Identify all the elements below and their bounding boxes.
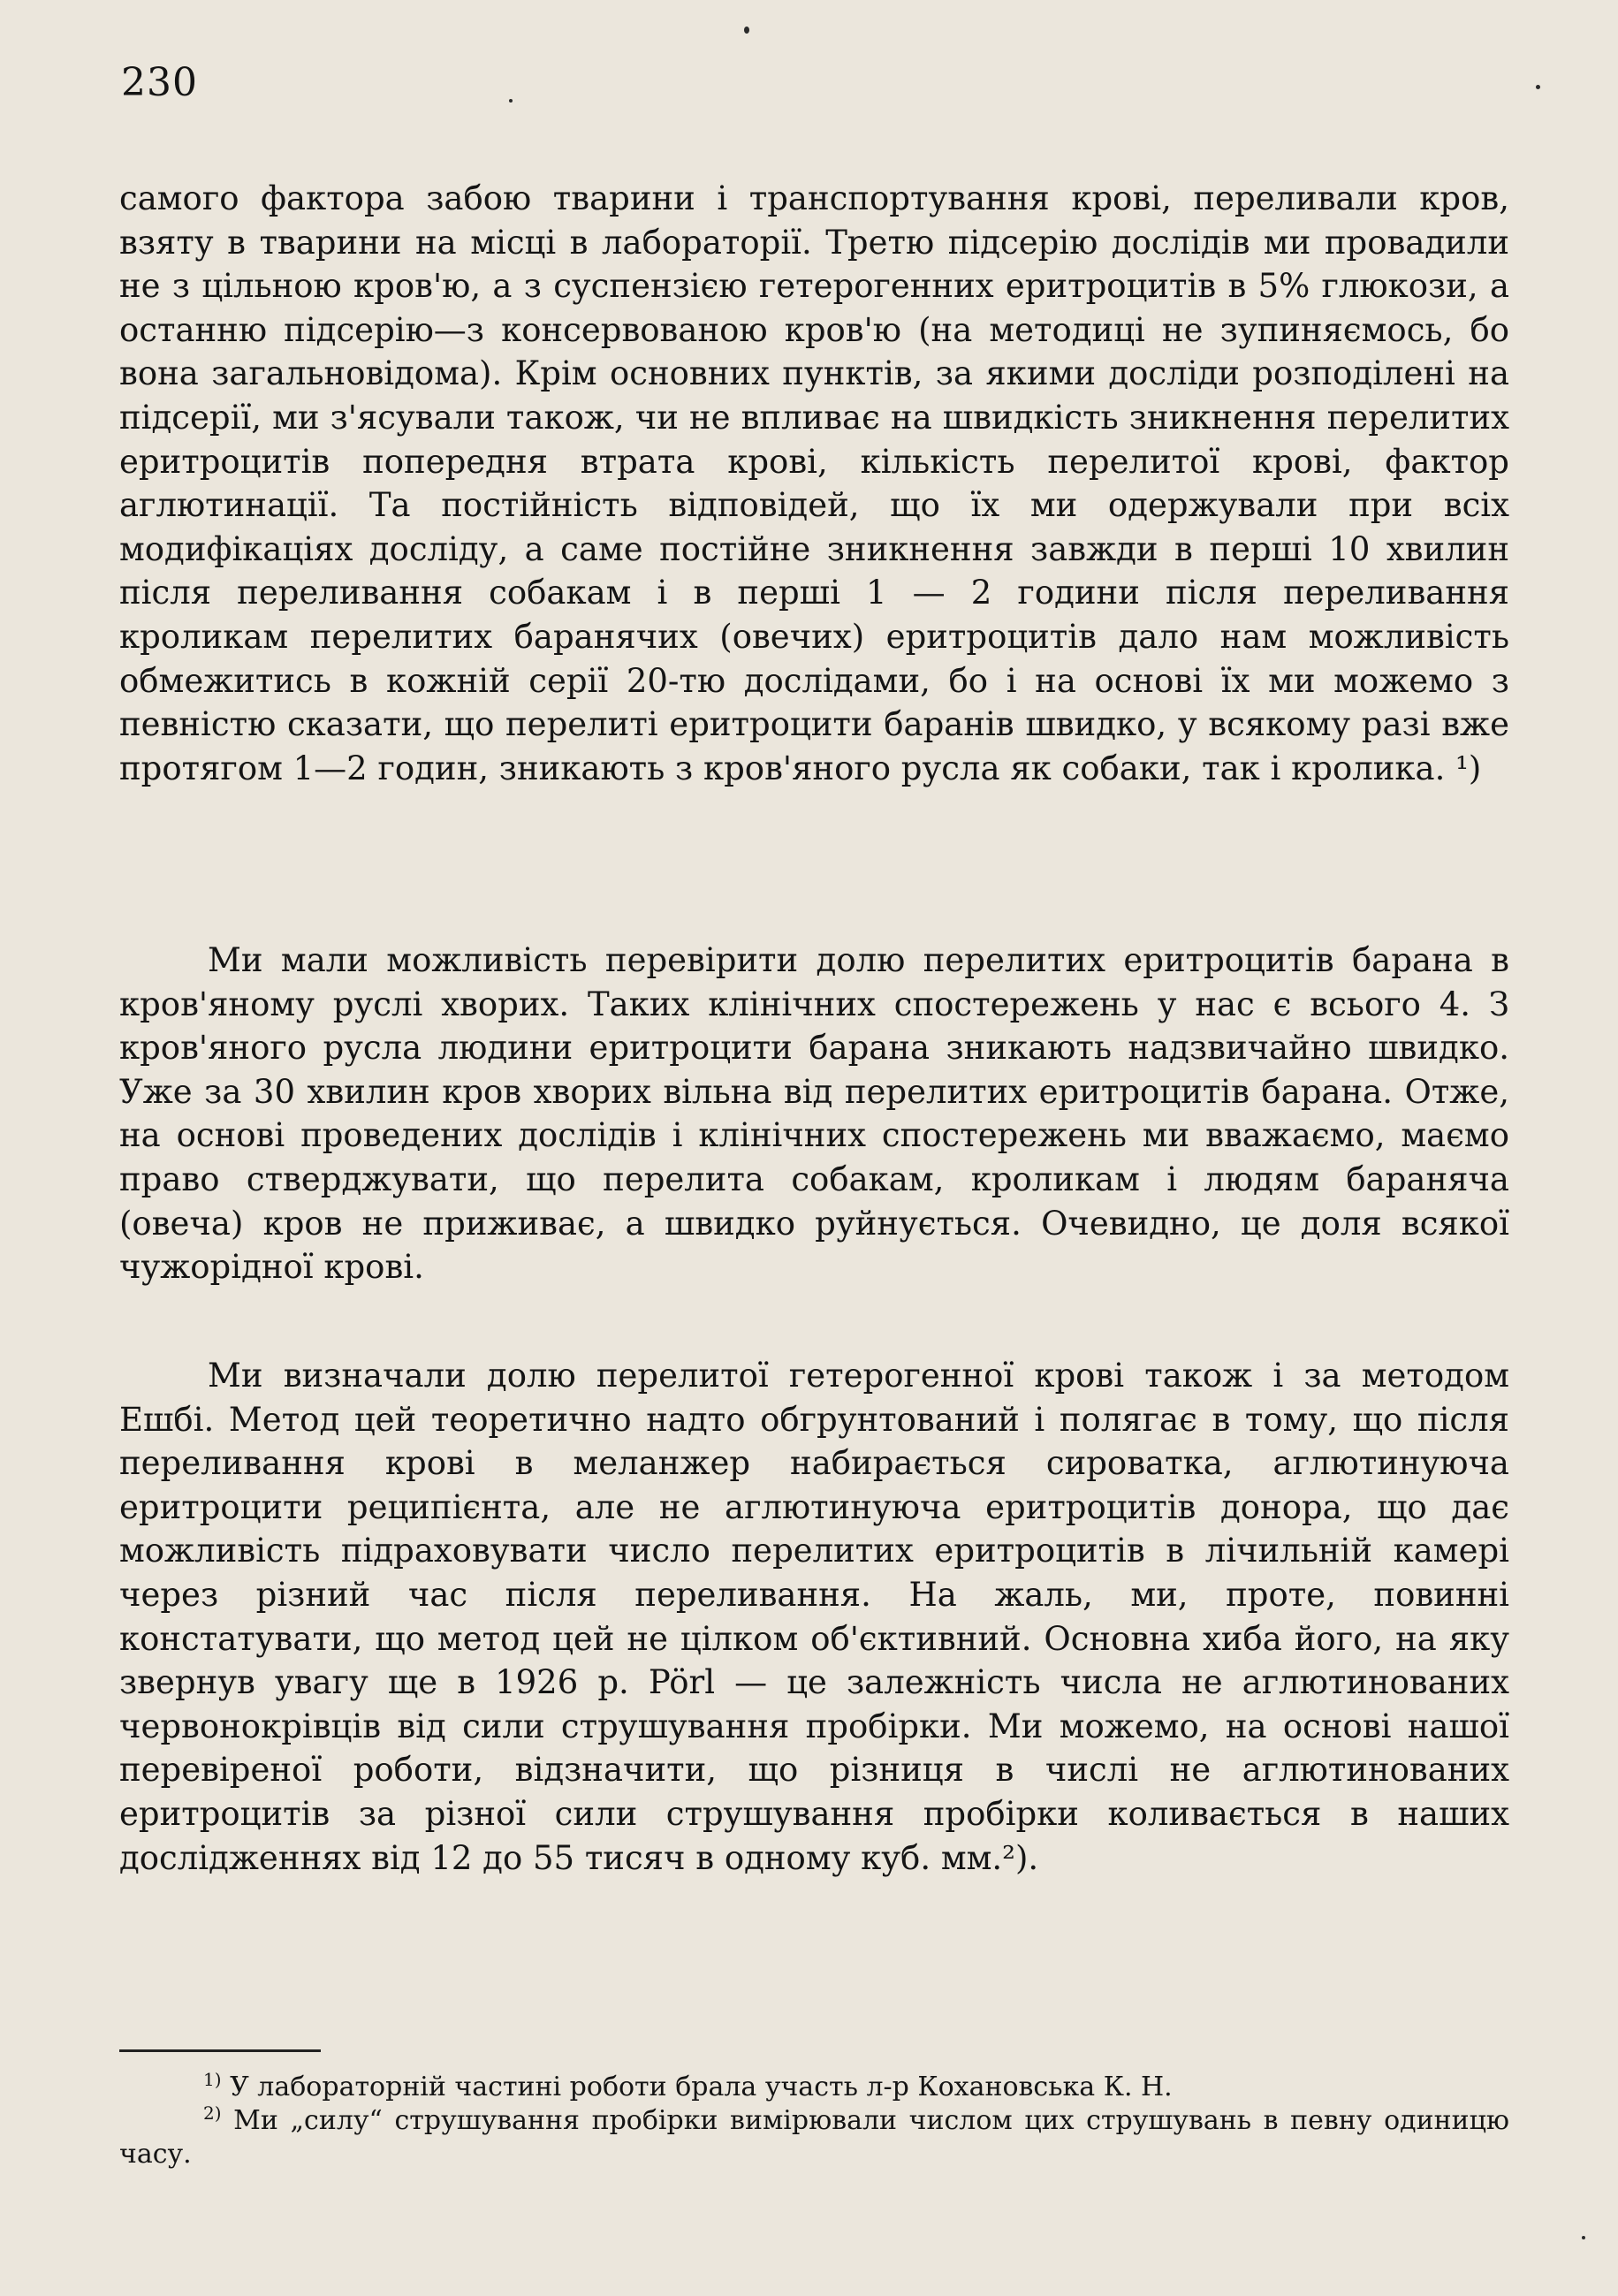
- paragraph-2: Ми мали можливість перевірити долю перелитих еритроцитів барана в кров'яному руслі хворих. Таких клінічних спостережень у нас є всього 4. З кров'яного русла людини еритроцити барана зникають надзвичайно швидко. Уже за 30 хвилин кров хворих вільна від перелитих еритроцитів барана. Отже, на основі проведених дослідів і клінічних спостережень ми вважаємо, маємо право стверджувати, що перелита собакам, кроликам і людям бараняча (овеча) кров не приживає, а швидко руйнується. Очевидно, це доля всякої чужорідної крові.: [119, 941, 1509, 1287]
- page-number: 230: [121, 60, 198, 105]
- footnote-1-text: У лабораторній частині роботи брала участь л-р Кохановська К. Н.: [230, 2072, 1173, 2102]
- scan-speck: [509, 99, 513, 103]
- scan-speck: [744, 27, 749, 34]
- footnote-2-text: Ми „силу“ струшування пробірки вимірювали числом цих струшувань в певну одиницю часу.: [119, 2105, 1509, 2170]
- footnote-2-mark: 2): [203, 2102, 222, 2124]
- footnote-separator: [119, 2049, 321, 2052]
- scan-speck: [1582, 2236, 1585, 2239]
- paragraph-3: Ми визначали долю перелитої гетерогенної крові також і за методом Ешбі. Метод цей теоретично надто обгрунтований і полягає в тому, що після переливання крові в меланжер набирається сироватка, аглютинуюча еритроцити реципієнта, але не аглютинуюча еритроцитів донора, що дає можливість підраховувати число перелитих еритроцитів в лічильній камері через різний час після переливання. На жаль, ми, проте, повинні констатувати, що метод цей не цілком об'єктивний. Основна хиба його, на яку звернув увагу ще в 1926 р. Pörl — це залежність числа не аглютинованих червонокрівців від сили струшування пробірки. Ми можемо, на основі нашої перевіреної роботи, відзначити, що різниця в числі не аглютинованих еритроцитів за різної сили струшування пробірки коливається в наших дослідженнях від 12 до 55 тисяч в одному куб. мм.²).: [119, 1357, 1509, 1877]
- paragraph-1: самого фактора забою тварини і транспортування крові, переливали кров, взяту в тварини на місці в лабораторії. Третю підсерію дослідів ми провадили не з цільною кров'ю, а з суспензією гетерогенних еритроцитів в 5% глюкози, а останню підсерію—з консервованою кров'ю (на методиці не зупиняємось, бо вона загальновідома). Крім основних пунктів, за якими досліди розподілені на підсерії, ми з'ясували також, чи не впливає на швидкість зникнення перелитих еритроцитів попередня втрата крові, кількість перелитої крові, фактор аглютинації. Та постійність відповідей, що їх ми одержували при всіх модифікаціях досліду, а саме постійне зникнення завжди в перші 10 хвилин після переливання собакам і в перші 1 — 2 години після переливання кроликам перелитих баранячих (овечих) еритроцитів дало нам можливість обмежитись в кожній серії 20-тю дослідами, бо і на основі їх ми можемо з певністю сказати, що перелиті еритроцити баранів швидко, у всякому разі вже протягом 1—2 годин, зникають з кров'яного русла як собаки, так і кролика. ¹): [119, 179, 1509, 787]
- footnote-1-mark: 1): [203, 2069, 222, 2090]
- footnotes: [119, 2071, 1509, 2171]
- scan-speck: [1536, 85, 1540, 89]
- footnote-2: [119, 2104, 1509, 2171]
- footnote-1: [119, 2071, 1509, 2104]
